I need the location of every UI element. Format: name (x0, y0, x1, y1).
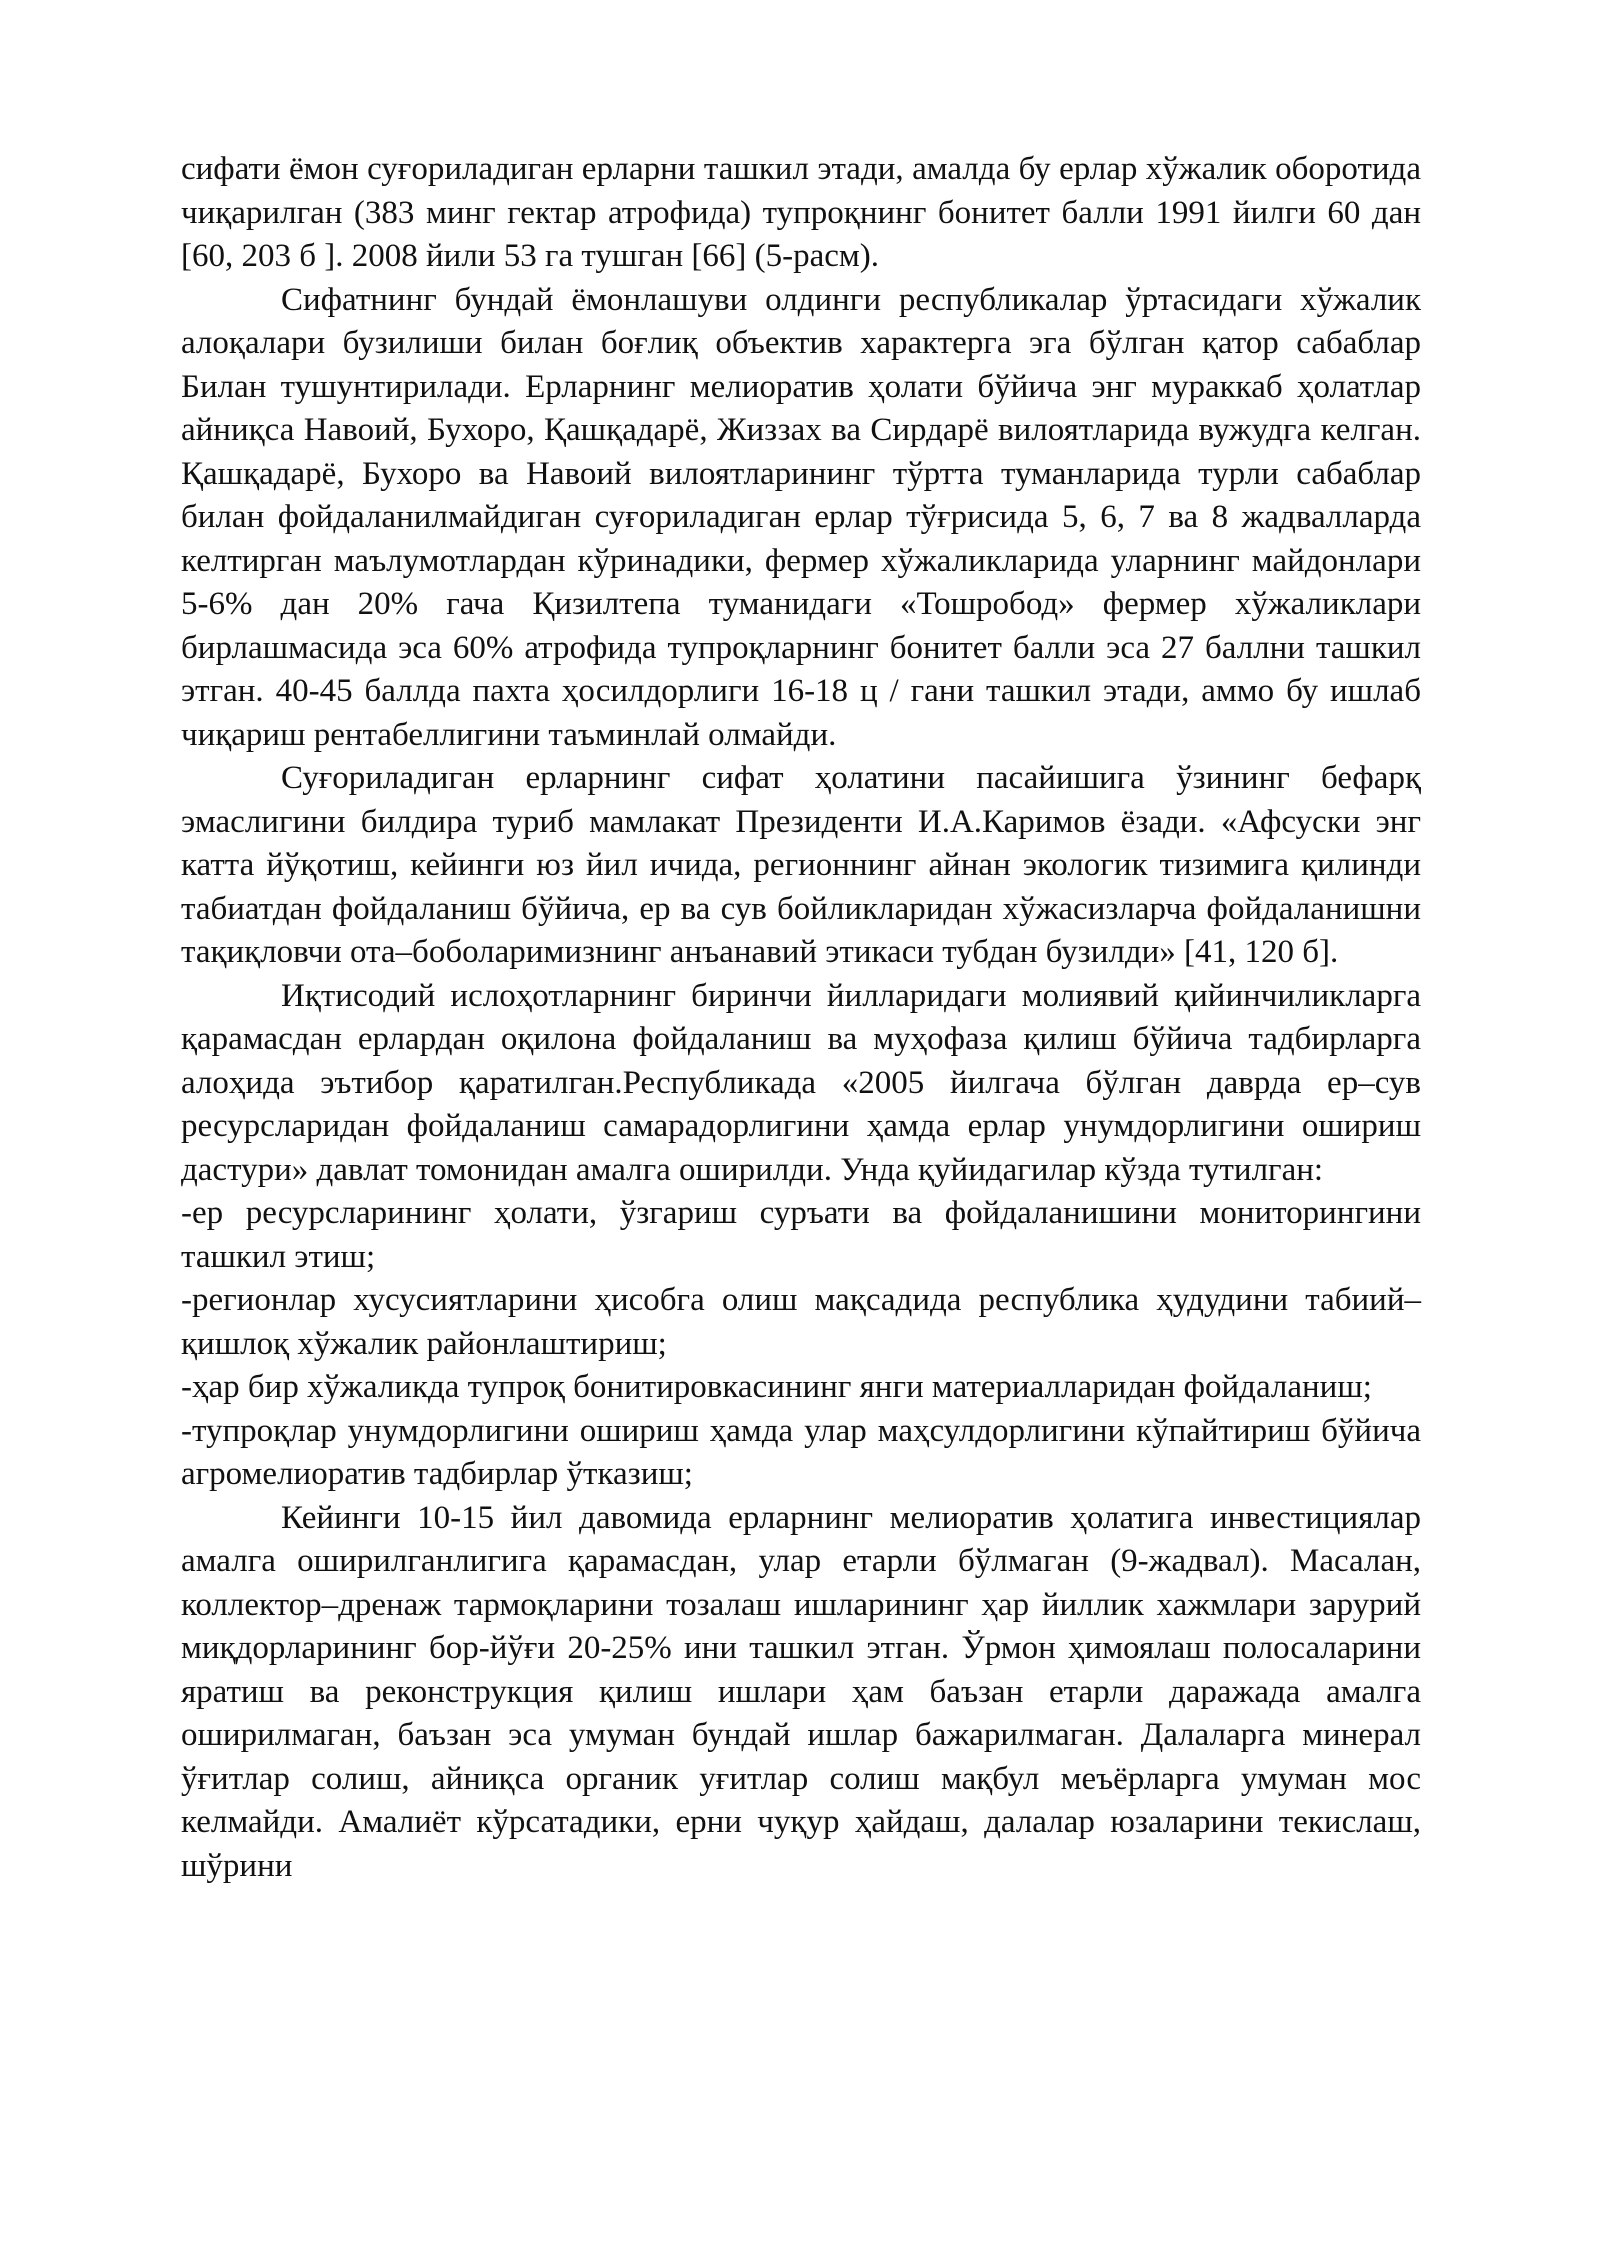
list-item-4: -тупроқлар унумдорлигини ошириш ҳамда улар маҳсулдорлигини кўпайтириш бўйича агромелиоратив тадбирлар ўтказиш; (181, 1412, 1421, 1492)
paragraph-4: Иқтисодий ислоҳотларнинг биринчи йилларидаги молиявий қийинчиликларга қарамасдан ерлардан оқилона фойдаланиш ва муҳофаза қилиш бўйича тадбирларга алоҳида эътибор қаратилган.Республикада «2005 йилгача бўлган даврда ер–сув ресурсларидан фойдаланиш самарадорлигини ҳамда ерлар унумдорлигини ошириш дастури» давлат томонидан амалга оширилди. Унда қуйидагилар кўзда тутилган: (181, 977, 1421, 1188)
document-page (181, 148, 1421, 1888)
list-item-1: -ер ресурсларининг ҳолати, ўзгариш суръати ва фойдаланишини мониторингини ташкил этиш; (181, 1195, 1421, 1275)
paragraph-3: Суғориладиган ерларнинг сифат ҳолатини пасайишига ўзининг бефарқ эмаслигини билдира туриб мамлакат Президенти И.А.Каримов ёзади. «Афсуски энг катта йўқотиш, кейинги юз йил ичида, регионнинг айнан экологик тизимига қилинди табиатдан фойдаланиш бўйича, ер ва сув бойликларидан хўжасизларча фойдаланишни тақиқловчи ота–боболаримизнинг анъанавий этикаси тубдан бузилди» [41, 120 б]. (181, 760, 1421, 970)
paragraph-2: Сифатнинг бундай ёмонлашуви олдинги республикалар ўртасидаги хўжалик алоқалари бузилиши билан боғлиқ объектив характерга эга бўлган қатор сабаблар Билан тушунтирилади. Ерларнинг мелиоратив ҳолати бўйича энг мураккаб ҳолатлар айниқса Навоий, Бухоро, Қашқадарё, Жиззах ва Сирдарё вилоятларида вужудга келган. Қашқадарё, Бухоро ва Навоий вилоятларининг тўртта туманларида турли сабаблар билан фойдаланилмайдиган суғориладиган ерлар тўғрисида 5, 6, 7 ва 8 жадвалларда келтирган маълумотлардан кўринадики, фермер хўжаликларида уларнинг майдонлари 5-6% дан 20% гача Қизилтепа туманидаги «Тошробод» фермер хўжаликлари бирлашмасида эса 60% атрофида тупроқларнинг бонитет балли эса 27 баллни ташкил этган. 40-45 баллда пахта ҳосилдорлиги 16-18 ц / гани ташкил этади, аммо бу ишлаб чиқариш рентабеллигини таъминлай олмайди. (181, 281, 1421, 753)
list-item-3: -ҳар бир хўжаликда тупроқ бонитировкасининг янги материалларидан фойдаланиш; (181, 1369, 1372, 1405)
paragraph-1: сифати ёмон суғориладиган ерларни ташкил этади, амалда бу ерлар хўжалик оборотида чиқарилган (383 минг гектар атрофида) тупроқнинг бонитет балли 1991 йилги 60 дан [60, 203 б ]. 2008 йили 53 га тушган [66] (5-расм). (181, 151, 1421, 274)
list-item-2: -регионлар хусусиятларини ҳисобга олиш мақсадида республика ҳудудини табиий–қишлоқ хўжалик районлаштириш; (181, 1282, 1421, 1362)
paragraph-5: Кейинги 10-15 йил давомида ерларнинг мелиоратив ҳолатига инвестициялар амалга оширилганлигига қарамасдан, улар етарли бўлмаган (9-жадвал). Масалан, коллектор–дренаж тармоқларини тозалаш ишларининг ҳар йиллик хажмлари зарурий миқдорларининг бор-йўғи 20-25% ини ташкил этган. Ўрмон ҳимоялаш полосаларини яратиш ва реконструкция қилиш ишлари ҳам баъзан етарли даражада амалга оширилмаган, баъзан эса умуман бундай ишлар бажарилмаган. Далаларга минерал ўғитлар солиш, айниқса органик уғитлар солиш мақбул меъёрларга умуман мос келмайди. Амалиёт кўрсатадики, ерни чуқур ҳайдаш, далалар юзаларини текислаш, шўрини (181, 1499, 1421, 1884)
